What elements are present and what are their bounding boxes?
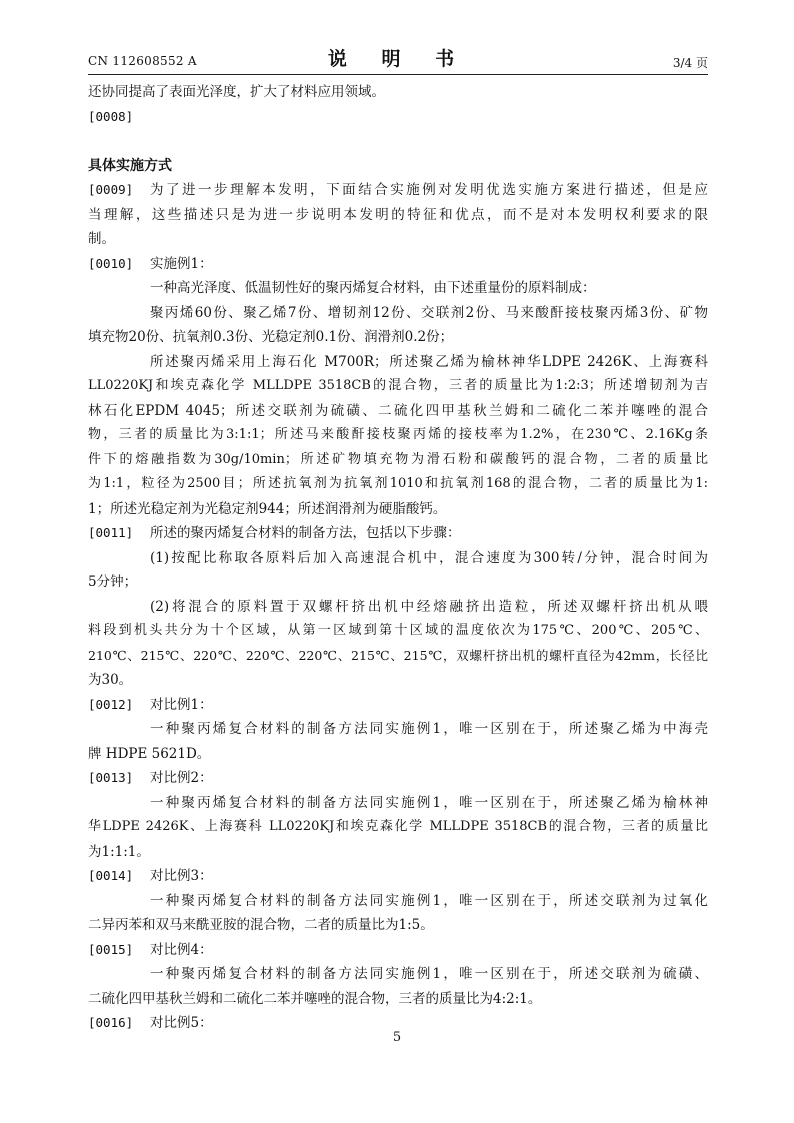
paragraph-0011 (88, 521, 708, 546)
text-line: 1；所述光稳定剂为光稳定剂944；所述润滑剂为硬脂酸钙。 (88, 500, 447, 517)
text-line: LL0220KJ和埃克森化学 MLLDPE 3518CB的混合物，三者的质量比为1:2:3；所述增韧剂为吉 (88, 378, 708, 393)
document-title: 说 明 书 (327, 48, 469, 70)
paragraph-0014 (88, 864, 708, 889)
text-line: 制。 (88, 231, 115, 247)
text-line: (1)按配比称取各原料后加入高速混合机中，混合速度为300转/分钟，混合时间为 (150, 549, 708, 566)
text-line: 对比例5： (150, 1015, 213, 1031)
paragraph-number: [0011] (88, 525, 134, 540)
section-heading: 具体实施方式 (88, 157, 172, 174)
paragraph-number: [0016] (88, 1015, 134, 1030)
text-line: 二异丙苯和双马来酰亚胺的混合物，二者的质量比为1:5。 (88, 917, 434, 933)
text-line: 对比例4： (150, 941, 213, 958)
text-line: 为30。 (88, 672, 133, 688)
document-body (88, 80, 708, 1036)
text-line: 210℃、215℃、220℃、220℃、220℃、215℃、215℃，双螺杆挤出机的螺杆直径为42mm，长径比 (88, 647, 708, 663)
paragraph-0013 (88, 766, 708, 791)
text-line: 实施例1： (150, 255, 213, 272)
paragraph-number: [0015] (88, 941, 134, 957)
paragraph-0012 (88, 693, 708, 718)
text-line: 物，三者的质量比为3:1:1；所述马来酸酐接枝聚丙烯的接枝率为1.2%，在230℃、2.16Kg条 (88, 427, 708, 442)
paragraph-0009 (88, 178, 708, 203)
paragraph-number: [0013] (88, 770, 134, 785)
page-indicator: 3/4 页 (672, 56, 708, 70)
text-line: 华LDPE 2426K、上海赛科 LL0220KJ和埃克森化学 MLLDPE 3518CB的混合物，三者的质量比 (88, 819, 708, 834)
text-line: 一种聚丙烯复合材料的制备方法同实施例1，唯一区别在于，所述聚乙烯为中海壳 (150, 721, 708, 737)
text-line: 为1:1:1。 (88, 843, 150, 860)
text-line: 当理解，这些描述只是为进一步说明本发明的特征和优点，而不是对本发明权利要求的限 (88, 206, 708, 223)
text-line: 还协同提高了表面光泽度，扩大了材料应用领域。 (88, 84, 385, 100)
text-line: 所述聚丙烯采用上海石化 M700R；所述聚乙烯为榆林神华LDPE 2426K、上海赛科 (150, 353, 708, 370)
text-line: 料段到机头共分为十个区域，从第一区域到第十区域的温度依次为175℃、200℃、205℃、 (88, 623, 708, 638)
text-line: 对比例2： (150, 770, 213, 786)
text-line: 件下的熔融指数为30g/10min；所述矿物填充物为滑石粉和碳酸钙的混合物，二者的质量比 (88, 451, 708, 467)
text-line: 一种聚丙烯复合材料的制备方法同实施例1，唯一区别在于，所述交联剂为过氧化 (150, 892, 708, 909)
text-line: 一种聚丙烯复合材料的制备方法同实施例1，唯一区别在于，所述交联剂为硫磺、 (150, 966, 708, 982)
text-line: 林石化EPDM 4045；所述交联剂为硫磺、二硫化四甲基秋兰姆和二硫化二苯并噻唑的混合 (88, 402, 708, 419)
text-line: 一种高光泽度、低温韧性好的聚丙烯复合材料，由下述重量份的原料制成： (150, 280, 596, 296)
text-line: (2)将混合的原料置于双螺杆挤出机中经熔融挤出造粒，所述双螺杆挤出机从喂 (150, 598, 708, 615)
text-line: 二硫化四甲基秋兰姆和二硫化二苯并噻唑的混合物，三者的质量比为4:2:1。 (88, 990, 542, 1007)
text-line: 对比例3： (150, 868, 213, 884)
page-header (88, 44, 708, 72)
paragraph-0015 (88, 938, 708, 963)
text-line: 聚丙烯60份、聚乙烯7份、增韧剂12份、交联剂2份、马来酸酐接枝聚丙烯3份、矿物 (150, 304, 708, 321)
paragraph-0010 (88, 252, 708, 277)
paragraph-number: [0008] (88, 108, 134, 124)
paragraph-number: [0009] (88, 182, 134, 197)
text-line: 为了进一步理解本发明，下面结合实施例对发明优选实施方案进行描述，但是应 (150, 182, 708, 198)
text-line: 填充物20份、抗氧剂0.3份、光稳定剂0.1份、润滑剂0.2份； (88, 329, 454, 345)
paragraph-number: [0014] (88, 868, 134, 883)
text-line: 为1:1，粒径为2500目；所述抗氧剂为抗氧剂1010和抗氧剂168的混合物，二者的质量比为1: (88, 476, 708, 491)
text-line: 一种聚丙烯复合材料的制备方法同实施例1，唯一区别在于，所述聚乙烯为榆林神 (150, 794, 708, 811)
text-line: 牌 HDPE 5621D。 (88, 745, 211, 762)
text-line: 5分钟； (88, 574, 138, 590)
text-line: 所述的聚丙烯复合材料的制备方法，包括以下步骤： (150, 525, 461, 541)
paragraph-number: [0010] (88, 255, 134, 271)
paragraph-number: [0012] (88, 696, 134, 712)
document-number: CN 112608552 A (88, 54, 197, 68)
header-rule (88, 74, 708, 75)
text-line: 对比例1： (150, 696, 213, 713)
page-number: 5 (392, 1030, 402, 1045)
